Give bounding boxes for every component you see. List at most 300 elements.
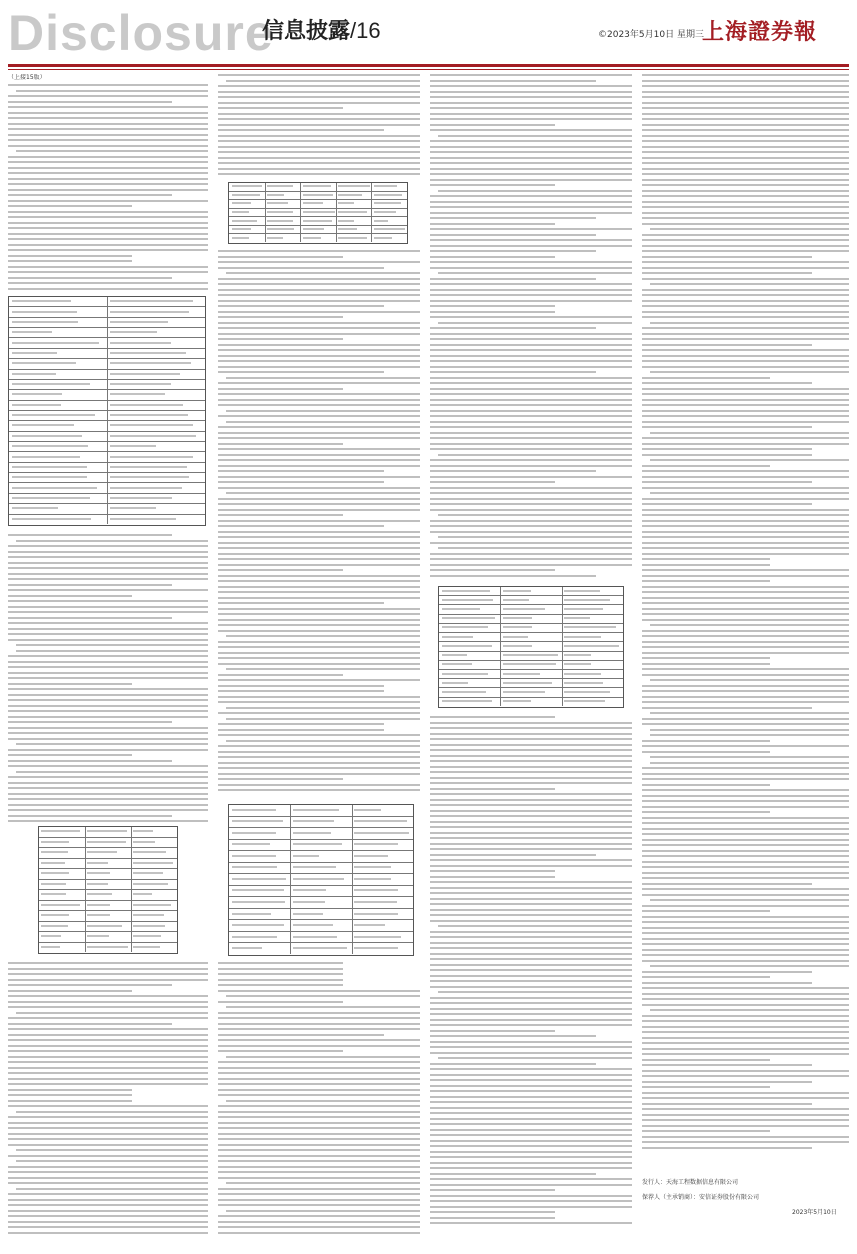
- table-divider: [562, 642, 563, 650]
- text-line: [8, 551, 208, 553]
- table-cell-text: [442, 590, 490, 592]
- text-line: [430, 722, 632, 724]
- table-divider: [562, 679, 563, 687]
- text-line: [218, 327, 420, 329]
- text-line: [430, 217, 596, 219]
- text-line: [16, 771, 208, 773]
- text-line: [438, 190, 632, 192]
- table-row: [229, 920, 413, 932]
- table-cell-text: [374, 211, 396, 213]
- table-cell-text: [564, 663, 590, 665]
- text-line: [218, 734, 420, 736]
- text-line: [642, 195, 849, 197]
- text-line: [642, 993, 849, 995]
- table-cell-text: [293, 947, 347, 949]
- text-line: [642, 525, 849, 527]
- text-line: [430, 432, 632, 434]
- text-line: [438, 1057, 632, 1059]
- text-line: [642, 107, 849, 109]
- text-line: [218, 129, 384, 131]
- text-line: [642, 366, 849, 368]
- text-line: [8, 1199, 208, 1201]
- table-divider: [352, 886, 353, 897]
- table-cell-text: [87, 841, 126, 843]
- text-line: [642, 723, 849, 725]
- text-line: [8, 1177, 208, 1179]
- text-line: [430, 848, 632, 850]
- table-divider: [85, 848, 86, 858]
- text-line: [642, 1026, 849, 1028]
- text-line: [430, 96, 632, 98]
- column-4: [642, 74, 849, 1242]
- text-line: [642, 514, 849, 516]
- text-line: [430, 1041, 632, 1043]
- text-block: [642, 74, 849, 1152]
- text-line: [8, 765, 208, 767]
- table-cell-text: [564, 608, 603, 610]
- table-divider: [290, 851, 291, 862]
- text-block: [430, 74, 632, 580]
- text-line: [430, 1184, 632, 1186]
- table-divider: [107, 318, 108, 327]
- text-line: [218, 575, 420, 577]
- table-cell-text: [503, 636, 528, 638]
- text-line: [218, 1226, 420, 1228]
- table-divider: [500, 652, 501, 660]
- table-cell-text: [293, 913, 323, 915]
- text-line: [642, 1103, 812, 1105]
- text-line: [218, 1149, 420, 1151]
- table-divider: [107, 328, 108, 337]
- table-divider: [131, 880, 132, 890]
- text-line: [430, 146, 632, 148]
- table-cell-text: [338, 202, 353, 204]
- text-line: [218, 646, 420, 648]
- table-divider: [562, 661, 563, 669]
- text-line: [430, 1090, 632, 1092]
- table-divider: [265, 234, 266, 242]
- text-line: [218, 1083, 420, 1085]
- text-line: [642, 212, 849, 214]
- text-line: [430, 261, 632, 263]
- text-line: [8, 1072, 208, 1074]
- table-divider: [85, 901, 86, 911]
- data-table: [38, 826, 178, 954]
- text-line: [218, 1017, 420, 1019]
- text-line: [642, 1086, 770, 1088]
- table-row: [9, 421, 205, 431]
- text-line: [8, 633, 208, 635]
- text-line: [218, 256, 343, 258]
- text-line: [218, 685, 384, 687]
- text-line: [642, 267, 849, 269]
- table-divider: [562, 605, 563, 613]
- table-divider: [300, 192, 301, 200]
- table-divider: [336, 200, 337, 208]
- text-line: [226, 1100, 420, 1102]
- text-line: [430, 294, 632, 296]
- text-line: [642, 558, 770, 560]
- table-cell-text: [110, 497, 172, 499]
- footer-date: 2023年5月10日: [792, 1209, 837, 1216]
- text-line: [430, 964, 632, 966]
- text-line: [218, 696, 420, 698]
- table-cell-text: [503, 691, 545, 693]
- text-line: [438, 536, 632, 538]
- text-line: [430, 267, 632, 269]
- text-line: [430, 1162, 632, 1164]
- table-cell-text: [564, 673, 600, 675]
- table-cell-text: [133, 925, 165, 927]
- text-line: [8, 1182, 208, 1184]
- text-line: [642, 184, 849, 186]
- text-line: [218, 322, 420, 324]
- table-cell-text: [232, 211, 250, 213]
- text-line: [642, 784, 770, 786]
- table-row: [9, 297, 205, 307]
- text-line: [430, 766, 632, 768]
- table-cell-text: [87, 935, 109, 937]
- text-line: [218, 426, 420, 428]
- text-line: [642, 272, 812, 274]
- table-cell-text: [110, 487, 182, 489]
- text-line: [642, 1015, 849, 1017]
- text-line: [430, 371, 596, 373]
- table-divider: [290, 863, 291, 874]
- text-line: [642, 910, 770, 912]
- table-cell-text: [374, 194, 402, 196]
- text-line: [226, 377, 420, 379]
- table-divider: [300, 209, 301, 217]
- text-line: [430, 777, 632, 779]
- text-line: [642, 1070, 849, 1072]
- table-divider: [107, 473, 108, 482]
- text-line: [642, 602, 849, 604]
- table-row: [9, 483, 205, 493]
- table-row: [229, 234, 407, 242]
- text-line: [218, 624, 420, 626]
- paper-logo: 上海證券報: [702, 19, 818, 45]
- table-divider: [107, 307, 108, 316]
- text-line: [642, 608, 849, 610]
- table-cell-text: [232, 947, 263, 949]
- text-line: [218, 146, 420, 148]
- text-line: [642, 861, 849, 863]
- table-cell-text: [503, 654, 558, 656]
- text-line: [218, 1122, 420, 1124]
- text-line: [642, 938, 849, 940]
- text-line: [8, 655, 208, 657]
- text-line: [642, 410, 849, 412]
- table-cell-text: [133, 935, 161, 937]
- text-line: [8, 222, 208, 224]
- text-line: [8, 661, 208, 663]
- text-line: [430, 223, 555, 225]
- text-line: [430, 975, 632, 977]
- allocation-table: [438, 586, 624, 708]
- text-line: [218, 311, 420, 313]
- text-line: [218, 1050, 343, 1052]
- text-line: [8, 1083, 208, 1085]
- text-line: [642, 261, 849, 263]
- table-row: [229, 828, 413, 840]
- table-divider: [562, 633, 563, 641]
- table-cell-text: [12, 476, 87, 478]
- text-line: [8, 995, 208, 997]
- text-line: [430, 876, 555, 878]
- text-line: [642, 1130, 770, 1132]
- table-cell-text: [354, 855, 387, 857]
- table-divider: [85, 943, 86, 953]
- table-cell-text: [110, 321, 168, 323]
- text-line: [430, 782, 632, 784]
- text-line: [642, 531, 849, 533]
- table-divider: [336, 209, 337, 217]
- table-row: [229, 943, 413, 954]
- text-line: [8, 123, 208, 125]
- text-line: [8, 962, 208, 964]
- text-line: [430, 997, 632, 999]
- table-row: [229, 897, 413, 909]
- table-divider: [290, 932, 291, 943]
- text-line: [218, 1127, 420, 1129]
- text-line: [8, 244, 208, 246]
- column-3: [430, 74, 632, 1242]
- text-line: [8, 1045, 208, 1047]
- table-cell-text: [87, 830, 127, 832]
- text-line: [8, 95, 208, 97]
- table-cell-text: [232, 901, 285, 903]
- table-divider: [107, 338, 108, 347]
- text-line: [642, 943, 849, 945]
- text-line: [430, 760, 632, 762]
- table-cell-text: [41, 862, 65, 864]
- text-line: [650, 734, 849, 736]
- text-line: [218, 1138, 420, 1140]
- text-line: [642, 349, 849, 351]
- text-line: [430, 843, 632, 845]
- text-line: [430, 1195, 632, 1197]
- text-line: [430, 832, 632, 834]
- text-line: [218, 173, 420, 175]
- text-line: [642, 85, 849, 87]
- table-cell-text: [354, 809, 381, 811]
- text-line: [218, 608, 420, 610]
- text-line: [642, 360, 849, 362]
- text-line: [8, 112, 208, 114]
- text-line: [642, 305, 849, 307]
- text-line: [642, 333, 849, 335]
- text-line: [16, 1160, 208, 1162]
- table-row: [39, 943, 177, 953]
- table-cell-text: [110, 424, 193, 426]
- text-line: [650, 624, 849, 626]
- text-line: [642, 1141, 849, 1143]
- text-line: [430, 1206, 632, 1208]
- text-line: [430, 157, 632, 159]
- table-divider: [85, 880, 86, 890]
- table-divider: [300, 183, 301, 191]
- table-row: [9, 432, 205, 442]
- text-line: [8, 683, 132, 685]
- text-line: [642, 80, 849, 82]
- table-divider: [352, 943, 353, 954]
- text-line: [218, 663, 420, 665]
- table-row: [9, 401, 205, 411]
- info-table: [8, 296, 206, 526]
- table-divider: [107, 483, 108, 492]
- table-cell-text: [293, 820, 334, 822]
- text-line: [430, 525, 632, 527]
- table-cell-text: [110, 507, 156, 509]
- table-divider: [352, 897, 353, 908]
- table-cell-text: [12, 300, 71, 302]
- table-divider: [107, 411, 108, 420]
- text-line: [430, 542, 632, 544]
- text-line: [218, 102, 420, 104]
- table-cell-text: [442, 617, 495, 619]
- table-cell-text: [442, 645, 492, 647]
- text-line: [430, 881, 632, 883]
- table-divider: [85, 827, 86, 837]
- table-divider: [336, 234, 337, 242]
- table-cell-text: [354, 924, 385, 926]
- text-line: [642, 591, 849, 593]
- text-line: [642, 613, 849, 615]
- table-divider: [85, 922, 86, 932]
- date-edition: ©2023年5月10日 星期三: [598, 30, 704, 40]
- text-line: [642, 850, 849, 852]
- table-cell-text: [564, 700, 604, 702]
- table-cell-text: [564, 617, 590, 619]
- text-line: [430, 503, 632, 505]
- table-cell-text: [267, 228, 294, 230]
- text-block: [218, 962, 420, 1237]
- text-line: [218, 1111, 420, 1113]
- table-cell-text: [338, 194, 361, 196]
- table-divider: [352, 817, 353, 828]
- table-divider: [500, 596, 501, 604]
- text-line: [8, 1056, 208, 1058]
- table-cell-text: [110, 435, 196, 437]
- table-divider: [131, 922, 132, 932]
- text-line: [218, 437, 420, 439]
- text-line: [16, 90, 208, 92]
- table-cell-text: [12, 435, 82, 437]
- table-divider: [85, 890, 86, 900]
- text-line: [8, 699, 208, 701]
- table-divider: [131, 827, 132, 837]
- text-line: [218, 278, 420, 280]
- text-line: [642, 256, 812, 258]
- text-line: [16, 644, 208, 646]
- text-line: [8, 672, 208, 674]
- table-cell-text: [442, 673, 489, 675]
- text-line: [642, 327, 849, 329]
- text-line: [650, 432, 849, 434]
- table-row: [39, 901, 177, 912]
- text-line: [8, 266, 208, 268]
- text-line: [430, 744, 632, 746]
- text-line: [642, 74, 849, 76]
- table-row: [439, 605, 623, 614]
- text-line: [642, 740, 770, 742]
- masthead-brand: Disclosure: [8, 5, 274, 61]
- continued-note: （上接15版）: [8, 74, 46, 81]
- table-divider: [107, 432, 108, 441]
- text-line: [8, 117, 208, 119]
- table-divider: [107, 494, 108, 503]
- text-line: [642, 773, 849, 775]
- text-line: [430, 289, 632, 291]
- text-line: [8, 1094, 132, 1096]
- table-cell-text: [12, 331, 52, 333]
- table-divider: [336, 192, 337, 200]
- text-line: [642, 844, 849, 846]
- text-line: [642, 443, 849, 445]
- table-cell-text: [87, 893, 112, 895]
- text-line: [226, 410, 420, 412]
- text-line: [430, 404, 632, 406]
- text-line: [8, 600, 208, 602]
- text-line: [430, 245, 632, 247]
- section-name: 信息披露: [262, 19, 351, 44]
- table-divider: [352, 920, 353, 931]
- table-divider: [131, 848, 132, 858]
- text-line: [430, 360, 632, 362]
- table-cell-text: [12, 445, 89, 447]
- table-cell-text: [442, 654, 467, 656]
- text-line: [8, 1050, 208, 1052]
- table-divider: [371, 226, 372, 234]
- text-line: [642, 883, 812, 885]
- text-line: [430, 1107, 632, 1109]
- table-cell-text: [374, 228, 405, 230]
- text-line: [8, 798, 208, 800]
- table-cell-text: [12, 518, 91, 520]
- text-line: [218, 91, 420, 93]
- text-line: [218, 729, 384, 731]
- table-divider: [336, 217, 337, 225]
- text-line: [430, 102, 632, 104]
- text-line: [430, 1024, 632, 1026]
- text-line: [218, 558, 420, 560]
- text-line: [642, 921, 849, 923]
- table-divider: [131, 838, 132, 848]
- text-line: [8, 1232, 208, 1234]
- text-line: [218, 613, 420, 615]
- text-line: [8, 1210, 208, 1212]
- table-divider: [500, 670, 501, 678]
- text-line: [8, 677, 208, 679]
- text-line: [218, 1204, 420, 1206]
- text-line: [8, 666, 208, 668]
- text-line: [218, 118, 420, 120]
- table-divider: [265, 217, 266, 225]
- text-line: [8, 1226, 208, 1228]
- table-cell-text: [110, 518, 176, 520]
- text-line: [218, 366, 420, 368]
- table-cell-text: [303, 237, 321, 239]
- text-line: [642, 476, 849, 478]
- table-cell-text: [110, 466, 187, 468]
- text-line: [218, 448, 420, 450]
- text-line: [430, 151, 632, 153]
- text-line: [218, 1199, 420, 1201]
- text-line: [642, 415, 849, 417]
- text-line: [642, 338, 849, 340]
- text-line: [642, 586, 849, 588]
